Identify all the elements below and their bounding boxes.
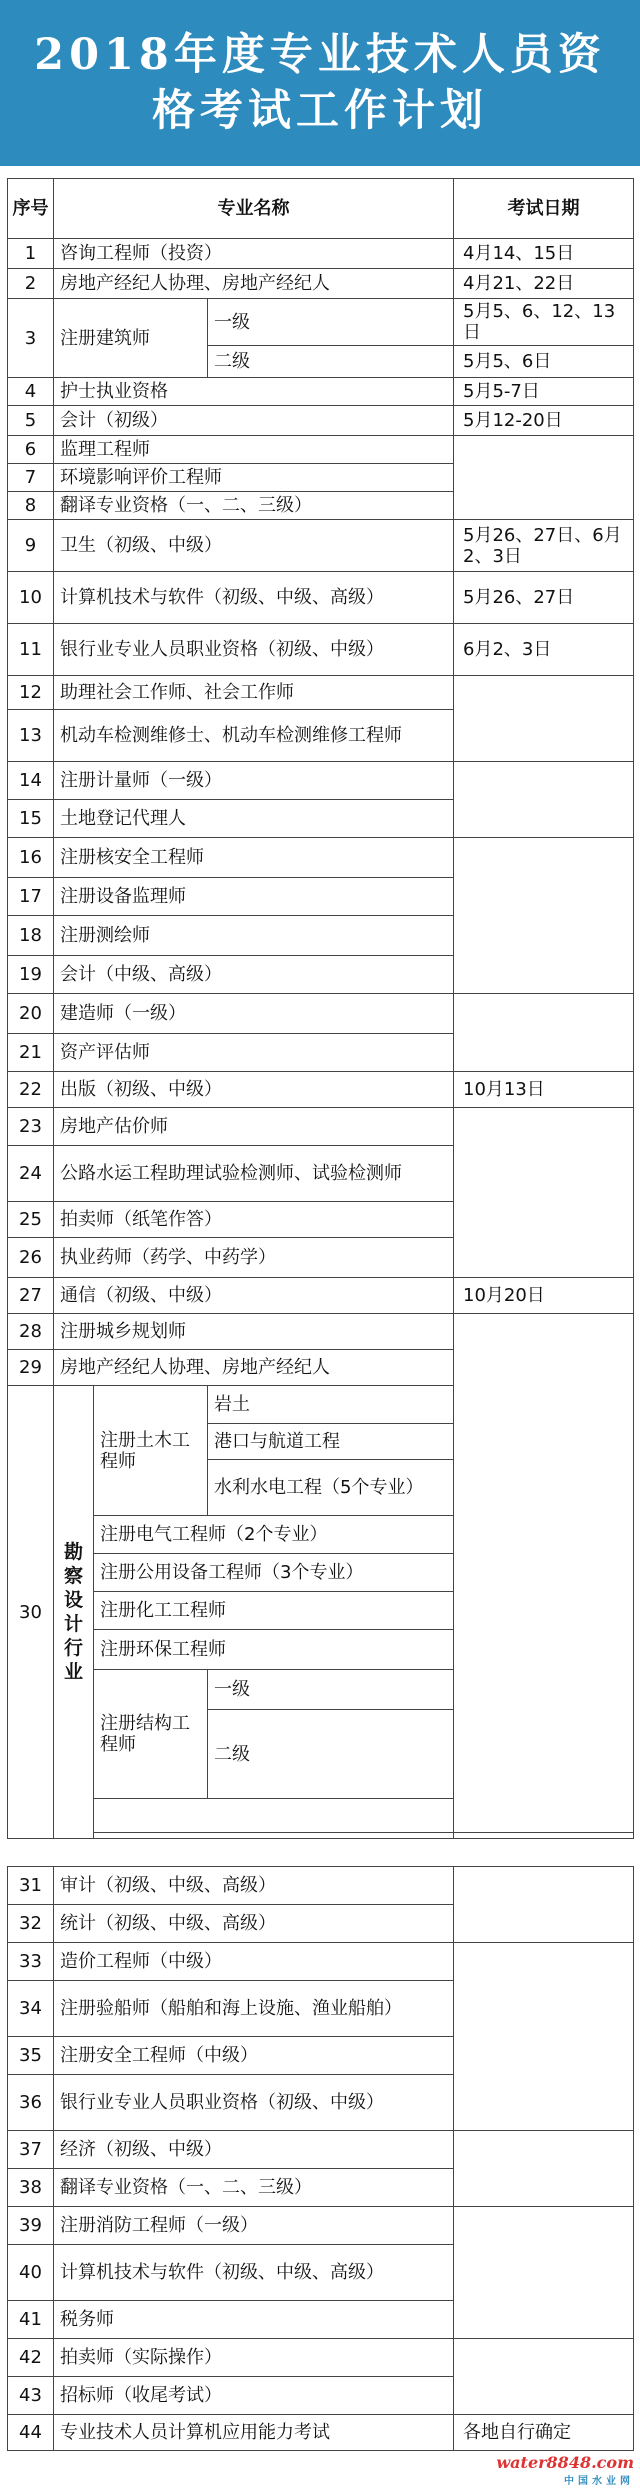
row-date: 各地自行确定 [454,2415,634,2451]
table-row [8,2339,634,2377]
row-name: 注册核安全工程师 [54,838,454,878]
row-name: 审计（初级、中级、高级） [54,1867,454,1905]
row-sub: 港口与航道工程 [208,1424,454,1460]
row-no: 29 [8,1350,54,1386]
table-row [8,239,634,269]
title-line-2: 格考试工作计划 [152,86,488,136]
row-name: 银行业专业人员职业资格（初级、中级） [54,624,454,676]
row-date [454,2207,634,2339]
row-date: 5月5、6、12、13日 [454,299,634,346]
row-name: 注册公用设备工程师（3个专业） [94,1554,454,1592]
row-date: 6月2、3日 [454,624,634,676]
row-no: 27 [8,1278,54,1314]
row-name: 税务师 [54,2301,454,2339]
row-name: 护士执业资格 [54,378,454,406]
struct-engineer-label: 注册结构工程师 [94,1670,208,1799]
row-date: 4月14、15日 [454,239,634,269]
row-name: 注册测绘师 [54,916,454,956]
row-name: 计算机技术与软件（初级、中级、高级） [54,572,454,624]
row-name: 监理工程师 [54,436,454,464]
table-row [8,436,634,464]
row-date [454,436,634,520]
row-no: 7 [8,464,54,492]
row-no: 38 [8,2169,54,2207]
row-name: 银行业专业人员职业资格（初级、中级） [54,2075,454,2131]
title-line-1: 2018年度专业技术人员资 [34,30,606,80]
row-name: 拍卖师（实际操作） [54,2339,454,2377]
row-no: 17 [8,878,54,916]
table-row [8,269,634,299]
row-name: 执业药师（药学、中药学） [54,1238,454,1278]
title-banner [0,0,640,166]
row-date: 10月20日 [454,1278,634,1314]
row-no: 37 [8,2131,54,2169]
row-name: 资产评估师 [54,1034,454,1072]
table-row [8,1943,634,1981]
row-name: 注册化工工程师 [94,1592,454,1630]
table-row [8,994,634,1034]
row-name: 助理社会工作师、社会工作师 [54,676,454,710]
row-date: 4月21、22日 [454,269,634,299]
row-no: 43 [8,2377,54,2415]
row-no: 36 [8,2075,54,2131]
table-row [8,1072,634,1108]
row-no: 35 [8,2037,54,2075]
row-name: 土地登记代理人 [54,800,454,838]
row-no: 24 [8,1146,54,1202]
table-row [8,2207,634,2245]
row-sub: 岩土 [208,1386,454,1424]
row-date: 5月26、27日 [454,572,634,624]
row-no: 5 [8,406,54,436]
row-name: 翻译专业资格（一、二、三级） [54,492,454,520]
row-name: 拍卖师（纸笔作答） [54,1202,454,1238]
row-date [454,2131,634,2207]
row-name: 注册设备监理师 [54,878,454,916]
row-date: 5月26、27日、6月2、3日 [454,520,634,572]
watermark-logo [496,2453,634,2487]
row-no: 21 [8,1034,54,1072]
row-no: 34 [8,1981,54,2037]
row-no: 10 [8,572,54,624]
row-no: 3 [8,299,54,378]
row-no: 41 [8,2301,54,2339]
row-sub: 二级 [208,346,454,378]
row-name: 招标师（收尾考试） [54,2377,454,2415]
row-no: 40 [8,2245,54,2301]
row-no: 25 [8,1202,54,1238]
table-row [8,299,634,346]
row-no: 23 [8,1108,54,1146]
row-no: 33 [8,1943,54,1981]
row-no: 26 [8,1238,54,1278]
table-row [8,378,634,406]
row-date [454,1314,634,1833]
row-no: 9 [8,520,54,572]
row-name: 房地产经纪人协理、房地产经纪人 [54,269,454,299]
row-no: 16 [8,838,54,878]
table-row [8,572,634,624]
row-name: 会计（中级、高级） [54,956,454,994]
row-name: 通信（初级、中级） [54,1278,454,1314]
row-date: 5月5-7日 [454,378,634,406]
row-date [454,762,634,838]
row-no: 11 [8,624,54,676]
row-no: 30 [8,1386,54,1839]
row-name: 造价工程师（中级） [54,1943,454,1981]
row-no: 8 [8,492,54,520]
row-name: 注册建筑师 [54,299,208,378]
exam-schedule-table [7,178,634,1839]
table-row [8,520,634,572]
row-no: 15 [8,800,54,838]
row-date: 5月5、6日 [454,346,634,378]
watermark-brand: water8848.com [496,2453,634,2472]
watermark-sub: 中国水业网 [564,2476,634,2487]
row-name: 经济（初级、中级） [54,2131,454,2169]
row-sub: 一级 [208,1670,454,1710]
row-name: 卫生（初级、中级） [54,520,454,572]
row-name: 会计（初级） [54,406,454,436]
row-name: 注册安全工程师（中级） [54,2037,454,2075]
row-date [454,994,634,1072]
row-date [454,1867,634,1943]
row-no: 44 [8,2415,54,2451]
row-no: 12 [8,676,54,710]
row-name: 机动车检测维修士、机动车检测维修工程师 [54,710,454,762]
civil-engineer-label: 注册土木工程师 [94,1386,208,1516]
table-row [8,1108,634,1146]
row-no: 31 [8,1867,54,1905]
row-name: 咨询工程师（投资） [54,239,454,269]
table-header-row [8,179,634,239]
row-sub: 水利水电工程（5个专业） [208,1460,454,1516]
header-name: 专业名称 [54,179,454,239]
header-date: 考试日期 [454,179,634,239]
row-name: 注册计量师（一级） [54,762,454,800]
table-row [8,676,634,710]
row-no: 22 [8,1072,54,1108]
row-no: 18 [8,916,54,956]
table-row [8,2131,634,2169]
row-name: 计算机技术与软件（初级、中级、高级） [54,2245,454,2301]
row-date [454,2339,634,2415]
row-name: 注册环保工程师 [94,1630,454,1670]
row-name: 注册消防工程师（一级） [54,2207,454,2245]
row-no: 14 [8,762,54,800]
row-no: 2 [8,269,54,299]
row-date [454,1943,634,2131]
row-name: 注册验船师（船舶和海上设施、渔业船舶） [54,1981,454,2037]
header-no: 序号 [8,179,54,239]
table-row [8,838,634,878]
table-row [8,762,634,800]
row-no: 28 [8,1314,54,1350]
row-name: 注册电气工程师（2个专业） [94,1516,454,1554]
row-no: 1 [8,239,54,269]
row-name: 建造师（一级） [54,994,454,1034]
row-name: 翻译专业资格（一、二、三级） [54,2169,454,2207]
row-no: 32 [8,1905,54,1943]
row-no: 6 [8,436,54,464]
row-no: 4 [8,378,54,406]
row-sub: 二级 [208,1710,454,1799]
row-name: 房地产估价师 [54,1108,454,1146]
row-date: 5月12-20日 [454,406,634,436]
row-name: 环境影响评价工程师 [54,464,454,492]
row-date [454,838,634,994]
row-name: 出版（初级、中级） [54,1072,454,1108]
table-row [8,1867,634,1905]
row-no: 39 [8,2207,54,2245]
row-no: 20 [8,994,54,1034]
table-row [8,1833,634,1839]
row-name: 专业技术人员计算机应用能力考试 [54,2415,454,2451]
sector-label: 勘察设计行业 [54,1386,94,1839]
table-row [8,2415,634,2451]
row-date: 10月13日 [454,1072,634,1108]
row-name: 统计（初级、中级、高级） [54,1905,454,1943]
exam-schedule-table-cont [7,1866,634,2451]
table-row [8,1314,634,1350]
row-name: 公路水运工程助理试验检测师、试验检测师 [54,1146,454,1202]
row-name: 注册城乡规划师 [54,1314,454,1350]
row-sub: 一级 [208,299,454,346]
row-no: 13 [8,710,54,762]
table-row [8,406,634,436]
row-no: 19 [8,956,54,994]
row-no: 42 [8,2339,54,2377]
row-date [454,676,634,762]
row-name: 房地产经纪人协理、房地产经纪人 [54,1350,454,1386]
table-row [8,624,634,676]
row-date [454,1108,634,1278]
table-row [8,1278,634,1314]
